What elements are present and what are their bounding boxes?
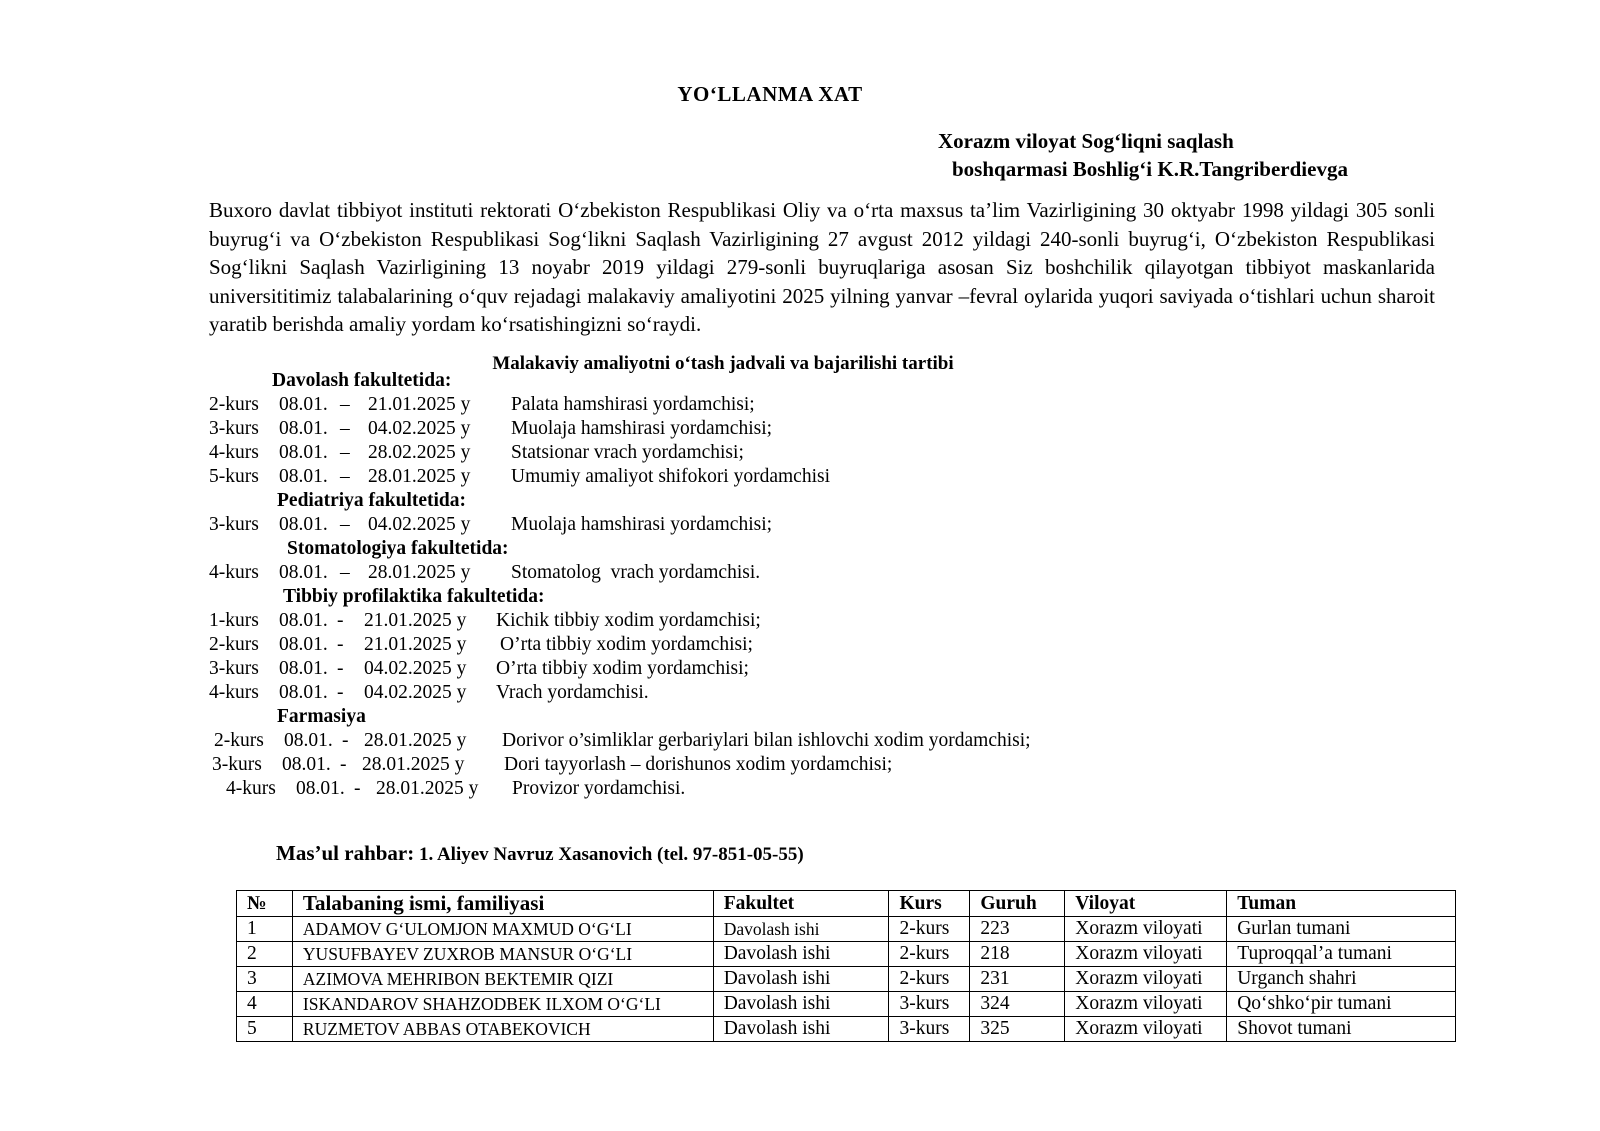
schedule-start: 08.01. — [284, 730, 333, 751]
schedule-course: 2-kurs — [209, 634, 259, 655]
cell-course: 3-kurs — [889, 992, 970, 1017]
cell-number: 4 — [237, 992, 293, 1017]
col-group: Guruh — [970, 891, 1065, 917]
cell-student-name: ADAMOV G‘ULOMJON MAXMUD O‘G‘LI — [292, 917, 713, 942]
cell-district: Tuproqqal’a tumani — [1227, 942, 1456, 967]
schedule-role: O’rta tibbiy xodim yordamchisi; — [496, 658, 749, 679]
col-district: Tuman — [1227, 891, 1456, 917]
schedule-start: 08.01. — [279, 634, 328, 655]
schedule-role: Muolaja hamshirasi yordamchisi; — [511, 418, 773, 439]
schedule-course: 4-kurs — [226, 778, 276, 799]
col-faculty: Fakultet — [713, 891, 889, 917]
schedule-end: 04.02.2025 y — [364, 658, 467, 679]
cell-group: 325 — [970, 1017, 1065, 1042]
schedule-role: Provizor yordamchisi. — [512, 778, 686, 799]
schedule-course: 2-kurs — [214, 730, 264, 751]
schedule-role: Vrach yordamchisi. — [496, 682, 649, 703]
responsible-label: Mas’ul rahbar: — [276, 841, 415, 865]
cell-region: Xorazm viloyati — [1065, 992, 1227, 1017]
col-region: Viloyat — [1065, 891, 1227, 917]
cell-group: 223 — [970, 917, 1065, 942]
schedule-title: Malakaviy amaliyotni o‘tash jadvali va bajarilishi tartibi — [492, 353, 954, 374]
schedule-sep: - — [340, 754, 347, 775]
addressee — [938, 127, 1348, 183]
responsible-value: 1. Aliyev Navruz Xasanovich (tel. 97-851-05-55) — [419, 844, 804, 865]
schedule-end: 04.02.2025 y — [364, 682, 467, 703]
schedule-end: 28.01.2025 y — [362, 754, 465, 775]
schedule-end: 28.01.2025 y — [368, 562, 471, 583]
schedule-course: 1-kurs — [209, 610, 259, 631]
cell-student-name: RUZMETOV ABBAS OTABEKOVICH — [292, 1017, 713, 1042]
cell-district: Gurlan tumani — [1227, 917, 1456, 942]
schedule-start: 08.01. — [279, 682, 328, 703]
cell-group: 231 — [970, 967, 1065, 992]
schedule-role: Umumiy amaliyot shifokori yordamchisi — [511, 466, 830, 487]
cell-student-name: AZIMOVA MEHRIBON BEKTEMIR QIZI — [292, 967, 713, 992]
faculty-heading: Farmasiya — [277, 706, 366, 727]
cell-faculty: Davolash ishi — [713, 917, 889, 942]
faculty-heading: Pediatriya fakultetida: — [277, 490, 467, 511]
schedule-role: Palata hamshirasi yordamchisi; — [511, 394, 755, 415]
cell-region: Xorazm viloyati — [1065, 1017, 1227, 1042]
cell-faculty: Davolash ishi — [713, 942, 889, 967]
cell-student-name: YUSUFBAYEV ZUXROB MANSUR O‘G‘LI — [292, 942, 713, 967]
schedule-role: Dori tayyorlash – dorishunos xodim yordamchisi; — [504, 754, 893, 775]
schedule-end: 04.02.2025 y — [368, 418, 471, 439]
cell-student-name: ISKANDAROV SHAHZODBEK ILXOM O‘G‘LI — [292, 992, 713, 1017]
schedule-role: Stomatolog vrach yordamchisi. — [511, 562, 761, 583]
schedule-start: 08.01. — [279, 394, 328, 415]
schedule-sep: - — [337, 610, 344, 631]
schedule-course: 4-kurs — [209, 682, 259, 703]
addressee-line-1: Xorazm viloyat Sog‘liqni saqlash — [938, 129, 1234, 153]
cell-district: Urganch shahri — [1227, 967, 1456, 992]
faculty-heading: Stomatologiya fakultetida: — [287, 538, 509, 559]
col-number: № — [237, 891, 293, 917]
schedule-start: 08.01. — [279, 418, 328, 439]
cell-number: 3 — [237, 967, 293, 992]
schedule-sep: – — [340, 466, 350, 487]
col-student-name: Talabaning ismi, familiyasi — [292, 891, 713, 917]
schedule-role: Statsionar vrach yordamchisi; — [511, 442, 744, 463]
faculty-heading: Tibbiy profilaktika fakultetida: — [283, 586, 545, 607]
schedule-course: 3-kurs — [209, 658, 259, 679]
schedule-sep: – — [340, 418, 350, 439]
schedule-end: 28.01.2025 y — [368, 466, 471, 487]
schedule-end: 28.02.2025 y — [368, 442, 471, 463]
cell-region: Xorazm viloyati — [1065, 942, 1227, 967]
schedule-sep: - — [354, 778, 361, 799]
cell-faculty: Davolash ishi — [713, 967, 889, 992]
students-table — [236, 890, 1456, 1042]
schedule-role: Muolaja hamshirasi yordamchisi; — [511, 514, 773, 535]
cell-course: 2-kurs — [889, 942, 970, 967]
cell-number: 2 — [237, 942, 293, 967]
cell-group: 324 — [970, 992, 1065, 1017]
faculty-heading: Davolash fakultetida: — [272, 370, 452, 391]
table-row — [237, 917, 1456, 942]
schedule-start: 08.01. — [279, 562, 328, 583]
table-row — [237, 967, 1456, 992]
cell-group: 218 — [970, 942, 1065, 967]
table-header-row — [237, 891, 1456, 917]
schedule-sep: – — [340, 442, 350, 463]
schedule-end: 21.01.2025 y — [364, 610, 467, 631]
schedule-start: 08.01. — [279, 466, 328, 487]
schedule-course: 3-kurs — [209, 514, 259, 535]
schedule-sep: – — [340, 562, 350, 583]
cell-faculty: Davolash ishi — [713, 992, 889, 1017]
schedule-sep: - — [342, 730, 349, 751]
schedule-sep: – — [340, 514, 350, 535]
letter-body: Buxoro davlat tibbiyot instituti rektorati O‘zbekiston Respublikasi Oliy va o‘rta maxsus ta’lim Vazirligining 30 oktyabr 1998 yildagi 305 sonli buyrug‘i va O‘zbekiston Respublikasi Sog‘likni Saqlash Vazirligining 27 avgust 2012 yildagi 240-sonli buyrug‘i, O‘zbekiston Respublikasi Sog‘likni Saqlash Vazirligining 13 noyabr 2019 yildagi 279-sonli buyruqlariga asosan Siz boshchilik qilayotgan tibbiyot maskanlarida universititimiz talabalarining o‘quv rejadagi malakaviy amaliyotini 2025 yilning yanvar –fevral oylarida yuqori saviyada o‘tishlari uchun sharoit yaratib berishda amaliy yordam ko‘rsatishingizni so‘raydi. — [209, 198, 1435, 336]
schedule-end: 28.01.2025 y — [376, 778, 479, 799]
cell-faculty: Davolash ishi — [713, 1017, 889, 1042]
cell-number: 1 — [237, 917, 293, 942]
schedule-start: 08.01. — [279, 610, 328, 631]
schedule-end: 21.01.2025 y — [364, 634, 467, 655]
schedule-course: 5-kurs — [209, 466, 259, 487]
schedule-start: 08.01. — [279, 442, 328, 463]
schedule-course: 4-kurs — [209, 562, 259, 583]
schedule-role: Kichik tibbiy xodim yordamchisi; — [496, 610, 761, 631]
schedule-start: 08.01. — [279, 658, 328, 679]
document-title: YO‘LLANMA XAT — [677, 82, 863, 106]
schedule-end: 28.01.2025 y — [364, 730, 467, 751]
schedule-start: 08.01. — [279, 514, 328, 535]
responsible-person — [276, 841, 804, 866]
cell-course: 3-kurs — [889, 1017, 970, 1042]
schedule-sep: - — [337, 682, 344, 703]
cell-course: 2-kurs — [889, 917, 970, 942]
schedule-role: O’rta tibbiy xodim yordamchisi; — [500, 634, 753, 655]
schedule-course: 4-kurs — [209, 442, 259, 463]
schedule-course: 3-kurs — [212, 754, 262, 775]
table-row — [237, 992, 1456, 1017]
schedule-start: 08.01. — [282, 754, 331, 775]
addressee-line-2: boshqarmasi Boshlig‘i K.R.Tangriberdievga — [952, 157, 1348, 181]
schedule-start: 08.01. — [296, 778, 345, 799]
cell-region: Xorazm viloyati — [1065, 917, 1227, 942]
cell-region: Xorazm viloyati — [1065, 967, 1227, 992]
schedule-end: 21.01.2025 y — [368, 394, 471, 415]
table-row — [237, 942, 1456, 967]
col-course: Kurs — [889, 891, 970, 917]
schedule-sep: - — [337, 658, 344, 679]
cell-district: Qo‘shko‘pir tumani — [1227, 992, 1456, 1017]
cell-district: Shovot tumani — [1227, 1017, 1456, 1042]
schedule-course: 2-kurs — [209, 394, 259, 415]
schedule-role: Dorivor o’simliklar gerbariylari bilan ishlovchi xodim yordamchisi; — [502, 730, 1031, 751]
schedule-end: 04.02.2025 y — [368, 514, 471, 535]
cell-number: 5 — [237, 1017, 293, 1042]
schedule-sep: – — [340, 394, 350, 415]
schedule-course: 3-kurs — [209, 418, 259, 439]
table-row — [237, 1017, 1456, 1042]
cell-course: 2-kurs — [889, 967, 970, 992]
schedule-sep: - — [337, 634, 344, 655]
